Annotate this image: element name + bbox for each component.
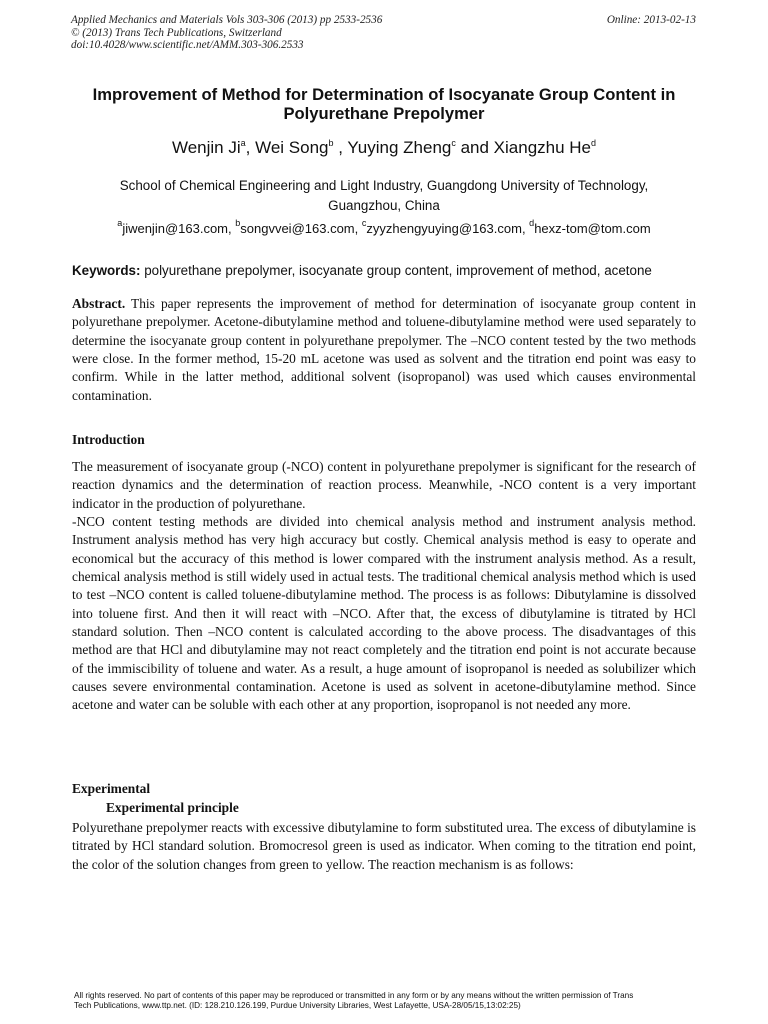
author-name: Yuying Zheng bbox=[347, 138, 452, 157]
email-superscript: d bbox=[529, 218, 535, 228]
email-list bbox=[40, 220, 728, 238]
author-superscript: d bbox=[591, 138, 597, 148]
email-superscript: c bbox=[361, 218, 367, 228]
paper-title: Improvement of Method for Determination of Isocyanate Group Content in Polyurethane Prepolymer bbox=[92, 85, 676, 123]
journal-header bbox=[71, 14, 382, 52]
author-superscript: a bbox=[240, 138, 246, 148]
abstract bbox=[72, 295, 696, 405]
email-address: zyyzhengyuying@163.com bbox=[366, 221, 522, 236]
email-address: songvvei@163.com bbox=[240, 221, 355, 236]
author-list bbox=[40, 137, 728, 159]
experimental-heading: Experimental bbox=[72, 781, 151, 796]
keywords bbox=[72, 262, 712, 280]
abstract-label: Abstract. bbox=[72, 296, 126, 311]
introduction-paragraph: -NCO content testing methods are divided into chemical analysis method and instrument analysis method. Instrument analysis method has very high accuracy but costly. Chemical analysis method is easy to operate and economical but the accuracy of this method is lower compared with the instrument analysis method. As a result, chemical analysis method is still widely used in actual tests. The traditional chemical analysis method which is used to test –NCO content is called toluene-dibutylamine method. The process is as follows: Dibutylamine is dissolved into toluene first. And then it will react with –NCO. After that, the excess of dibutylamine is titrated by HCl standard solution. Then –NCO content is calculated according to the above process. The disadvantages of this method are that HCl and dibutylamine may not react completely and the titration end point is not accurate because of the immiscibility of toluene and water. As a result, a huge amount of isopropanol is needed as solubilizer which causes severe environmental contamination. Acetone is used as solvent in acetone-dibutylamine method. Since acetone and water can be soluble with each other at any proportion, isopropanol is not needed any more. bbox=[72, 514, 696, 713]
author-separator: , bbox=[245, 138, 256, 157]
author-name: Wenjin Ji bbox=[171, 138, 241, 157]
footer-line: Tech Publications, www.ttp.net. (ID: 128.210.126.199, Purdue University Libraries, West Lafayette, USA-28/05/15,13:02:25) bbox=[74, 1000, 521, 1010]
abstract-paragraph bbox=[72, 295, 696, 405]
email-address: jiwenjin@163.com bbox=[122, 221, 229, 236]
experimental-body bbox=[72, 819, 696, 874]
rights-footer bbox=[74, 991, 704, 1010]
email-separator: , bbox=[521, 221, 530, 236]
introduction-paragraph: The measurement of isocyanate group (-NCO) content in polyurethane prepolymer is significant for the research of reaction dynamics and the determination of reaction process. Meanwhile, -NCO content is a very important indicator in the production of polyurethane. bbox=[72, 459, 696, 511]
affiliation-line: School of Chemical Engineering and Light Industry, Guangdong University of Technology, bbox=[119, 178, 649, 193]
email-superscript: a bbox=[117, 218, 123, 228]
doi-line: doi:10.4028/www.scientific.net/AMM.303-306.2533 bbox=[71, 39, 304, 51]
journal-citation: Applied Mechanics and Materials Vols 303-306 (2013) pp 2533-2536 bbox=[71, 14, 383, 26]
copyright-notice: © (2013) Trans Tech Publications, Switzerland bbox=[71, 26, 282, 39]
abstract-text: This paper represents the improvement of method for determination of isocyanate group content in polyurethane prepolymer. Acetone-dibutylamine method and toluene-dibutylamine method were used separately to determine the isocyanate group content in polyurethane prepolymer. The –NCO content tested by the two methods were close. In the former method, 15-20 mL acetone was used as solvent and the titration end point was easy to confirm. While in the latter method, additional solvent (isopropanol) was used which causes environmental contamination. bbox=[72, 296, 696, 403]
introduction-body bbox=[72, 458, 696, 715]
email-separator: , bbox=[354, 221, 362, 236]
author-separator: and bbox=[455, 138, 494, 157]
author-superscript: c bbox=[451, 138, 456, 148]
author-name: Wei Song bbox=[255, 138, 329, 157]
keywords-label: Keywords: bbox=[72, 263, 141, 278]
affiliation-line: Guangzhou, China bbox=[328, 197, 440, 213]
introduction-heading: Introduction bbox=[72, 432, 145, 447]
email-superscript: b bbox=[235, 218, 241, 228]
footer-line: All rights reserved. No part of contents of this paper may be reproduced or transmitted in any form or by any means without the written permission of Trans bbox=[74, 991, 634, 1000]
email-separator: , bbox=[228, 221, 236, 236]
author-name: Xiangzhu He bbox=[493, 138, 592, 157]
experimental-subheading: Experimental principle bbox=[106, 800, 239, 815]
author-superscript: b bbox=[328, 138, 334, 148]
keywords-text: polyurethane prepolymer, isocyanate group content, improvement of method, acetone bbox=[140, 263, 652, 278]
email-address: hexz-tom@tom.com bbox=[534, 221, 651, 236]
experimental-paragraph: Polyurethane prepolymer reacts with excessive dibutylamine to form substituted urea. The excess of dibutylamine is titrated by HCl standard solution. Bromocresol green is used as indicator. When coming to the titration end point, the color of the solution changes from green to yellow. The reaction mechanism is as follows: bbox=[72, 820, 696, 872]
affiliation bbox=[60, 176, 708, 215]
author-separator: , bbox=[333, 138, 348, 157]
online-date: Online: 2013-02-13 bbox=[606, 14, 696, 26]
